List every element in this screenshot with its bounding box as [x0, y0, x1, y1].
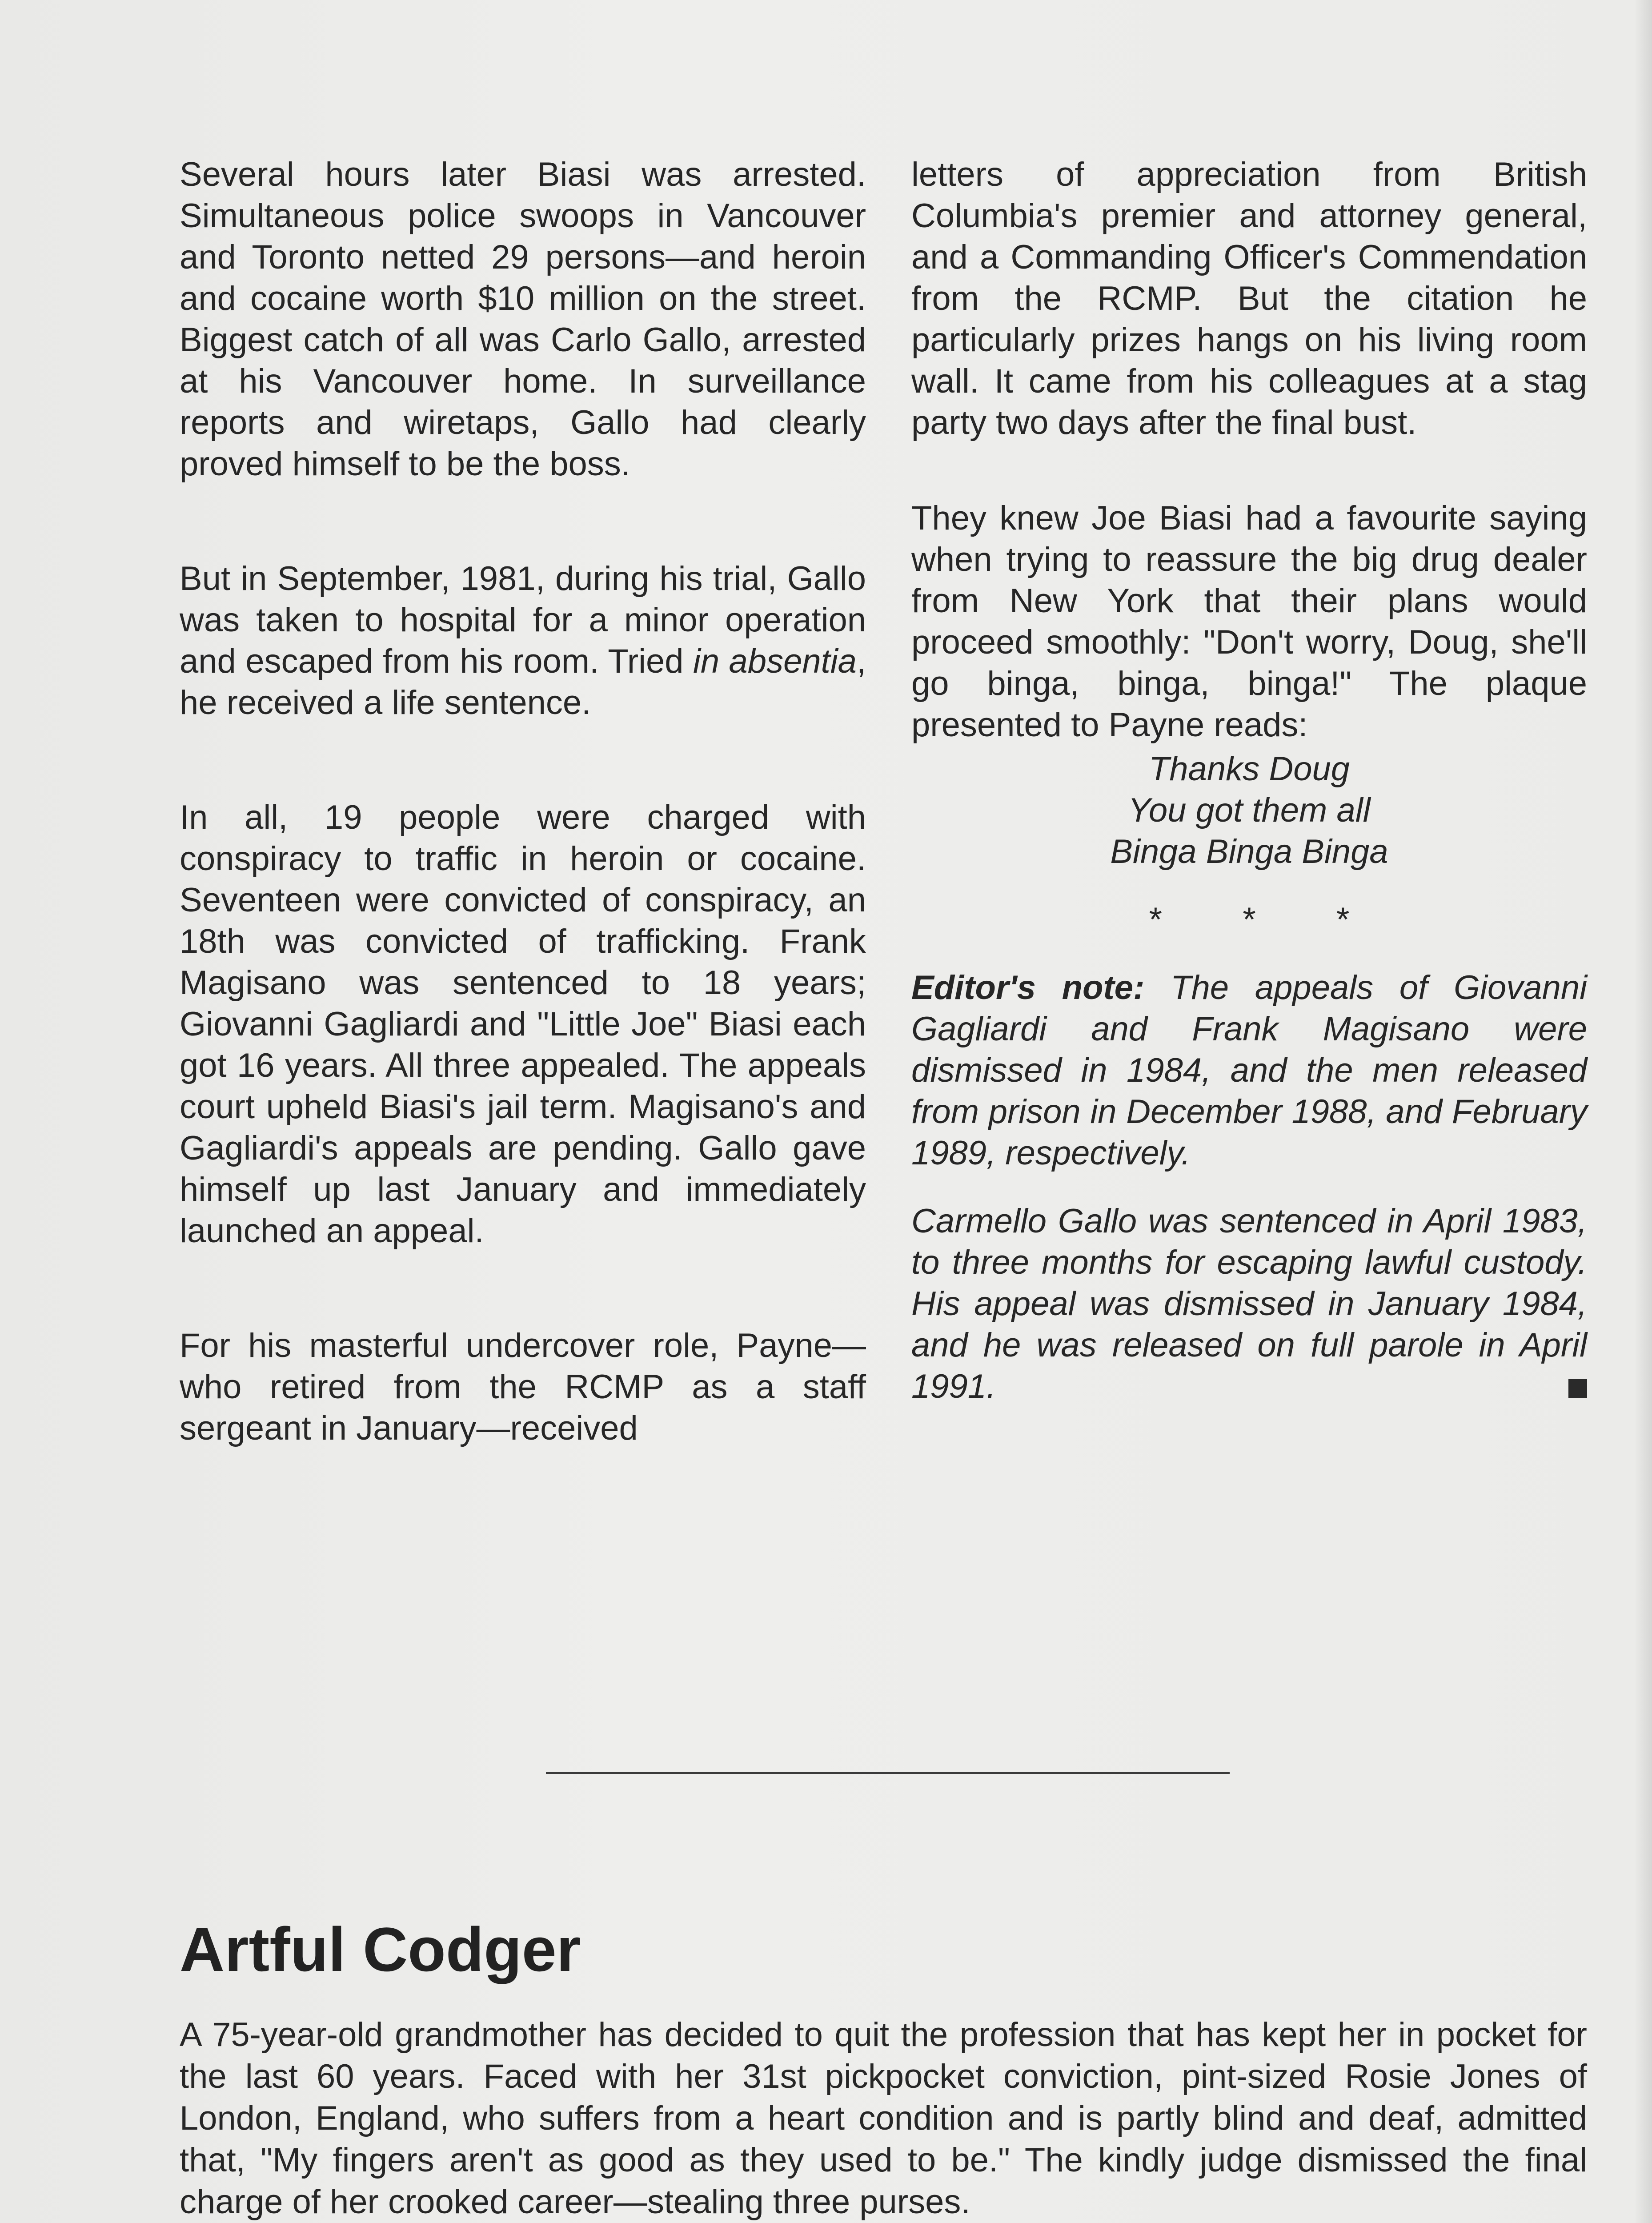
- editors-note-2-text: Carmello Gallo was sentenced in April 1983, to three months for escaping lawful custody. His appeal was dismissed in January 1984, and he was released on full parole in April 1991.: [911, 1202, 1587, 1405]
- editors-note: [911, 967, 1587, 1174]
- section-divider-stars: * * *: [1149, 901, 1385, 939]
- poem-line-1: Thanks Doug: [1148, 750, 1350, 788]
- left-paragraph-1: Several hours later Biasi was arrested. Simultaneous police swoops in Vancouver and Toronto netted 29 persons—and heroin and cocaine worth $10 million on the street. Biggest catch of all was Carlo Gallo, arrested at his Vancouver home. In surveillance reports and wiretaps, Gallo had clearly proved himself to be the boss.: [180, 156, 866, 483]
- editors-note-2: [911, 1200, 1587, 1407]
- editors-note-label: Editor's note:: [911, 969, 1145, 1007]
- poem-line-3: Binga Binga Binga: [1110, 833, 1388, 871]
- left-column: [180, 154, 866, 1449]
- left-paragraph-3: In all, 19 people were charged with conspiracy to traffic in heroin or cocaine. Seventeen were convicted of conspiracy, an 18th was convicted of trafficking. Frank Magisano was sentenced to 18 years; Giovanni Gagliardi and "Little Joe" Biasi each got 16 years. All three appealed. The appeals court upheld Biasi's jail term. Magisano's and Gagliardi's appeals are pending. Gallo gave himself up last January and immediately launched an appeal.: [180, 799, 866, 1250]
- editors-note-text: The appeals of Giovanni Gagliardi and Frank Magisano were dismissed in 1984, and the men released from prison in December 1988, and February 1989, respectively.: [911, 969, 1587, 1172]
- article-body: A 75-year-old grandmother has decided to quit the profession that has kept her in pocket for the last 60 years. Faced with her 31st pickpocket conviction, pint-sized Rosie Jones of London, England, who suffers from a heart condition and is partly blind and deaf, admitted that, "My fingers aren't as good as they used to be." The kindly judge dismissed the final charge of her crooked career—stealing three purses.: [180, 2016, 1587, 2221]
- poem-line-2: You got them all: [1128, 791, 1371, 829]
- article-headline: Artful Codger: [180, 1914, 581, 1984]
- left-paragraph-2: [180, 558, 866, 723]
- page-edge-shadow: [1634, 0, 1652, 2223]
- right-column: [911, 154, 1587, 1407]
- left-paragraph-2-text-b: , he received a life sentence.: [180, 642, 866, 722]
- black-square-icon: [1568, 1379, 1587, 1398]
- left-paragraph-2-text-a: But in September, 1981, during his trial, Gallo was taken to hospital for a minor operation and escaped from his room. Tried: [180, 560, 866, 680]
- plaque-poem: [911, 748, 1587, 872]
- right-paragraph-1: letters of appreciation from British Columbia's premier and attorney general, and a Commanding Officer's Commendation from the RCMP. But the citation he particularly prizes hangs on his living room wall. It came from his colleagues at a stag party two days after the final bust.: [911, 156, 1587, 441]
- left-paragraph-2-italic: in absentia: [693, 642, 857, 680]
- divider-rule: [546, 1772, 1230, 1774]
- right-paragraph-2: They knew Joe Biasi had a favourite saying when trying to reassure the big drug dealer from New York that their plans would proceed smoothly: "Don't worry, Doug, she'll go binga, binga, binga!" The plaque presented to Payne reads:: [911, 499, 1587, 744]
- left-paragraph-4: For his masterful undercover role, Payne—who retired from the RCMP as a staff sergeant in January—received: [180, 1327, 866, 1447]
